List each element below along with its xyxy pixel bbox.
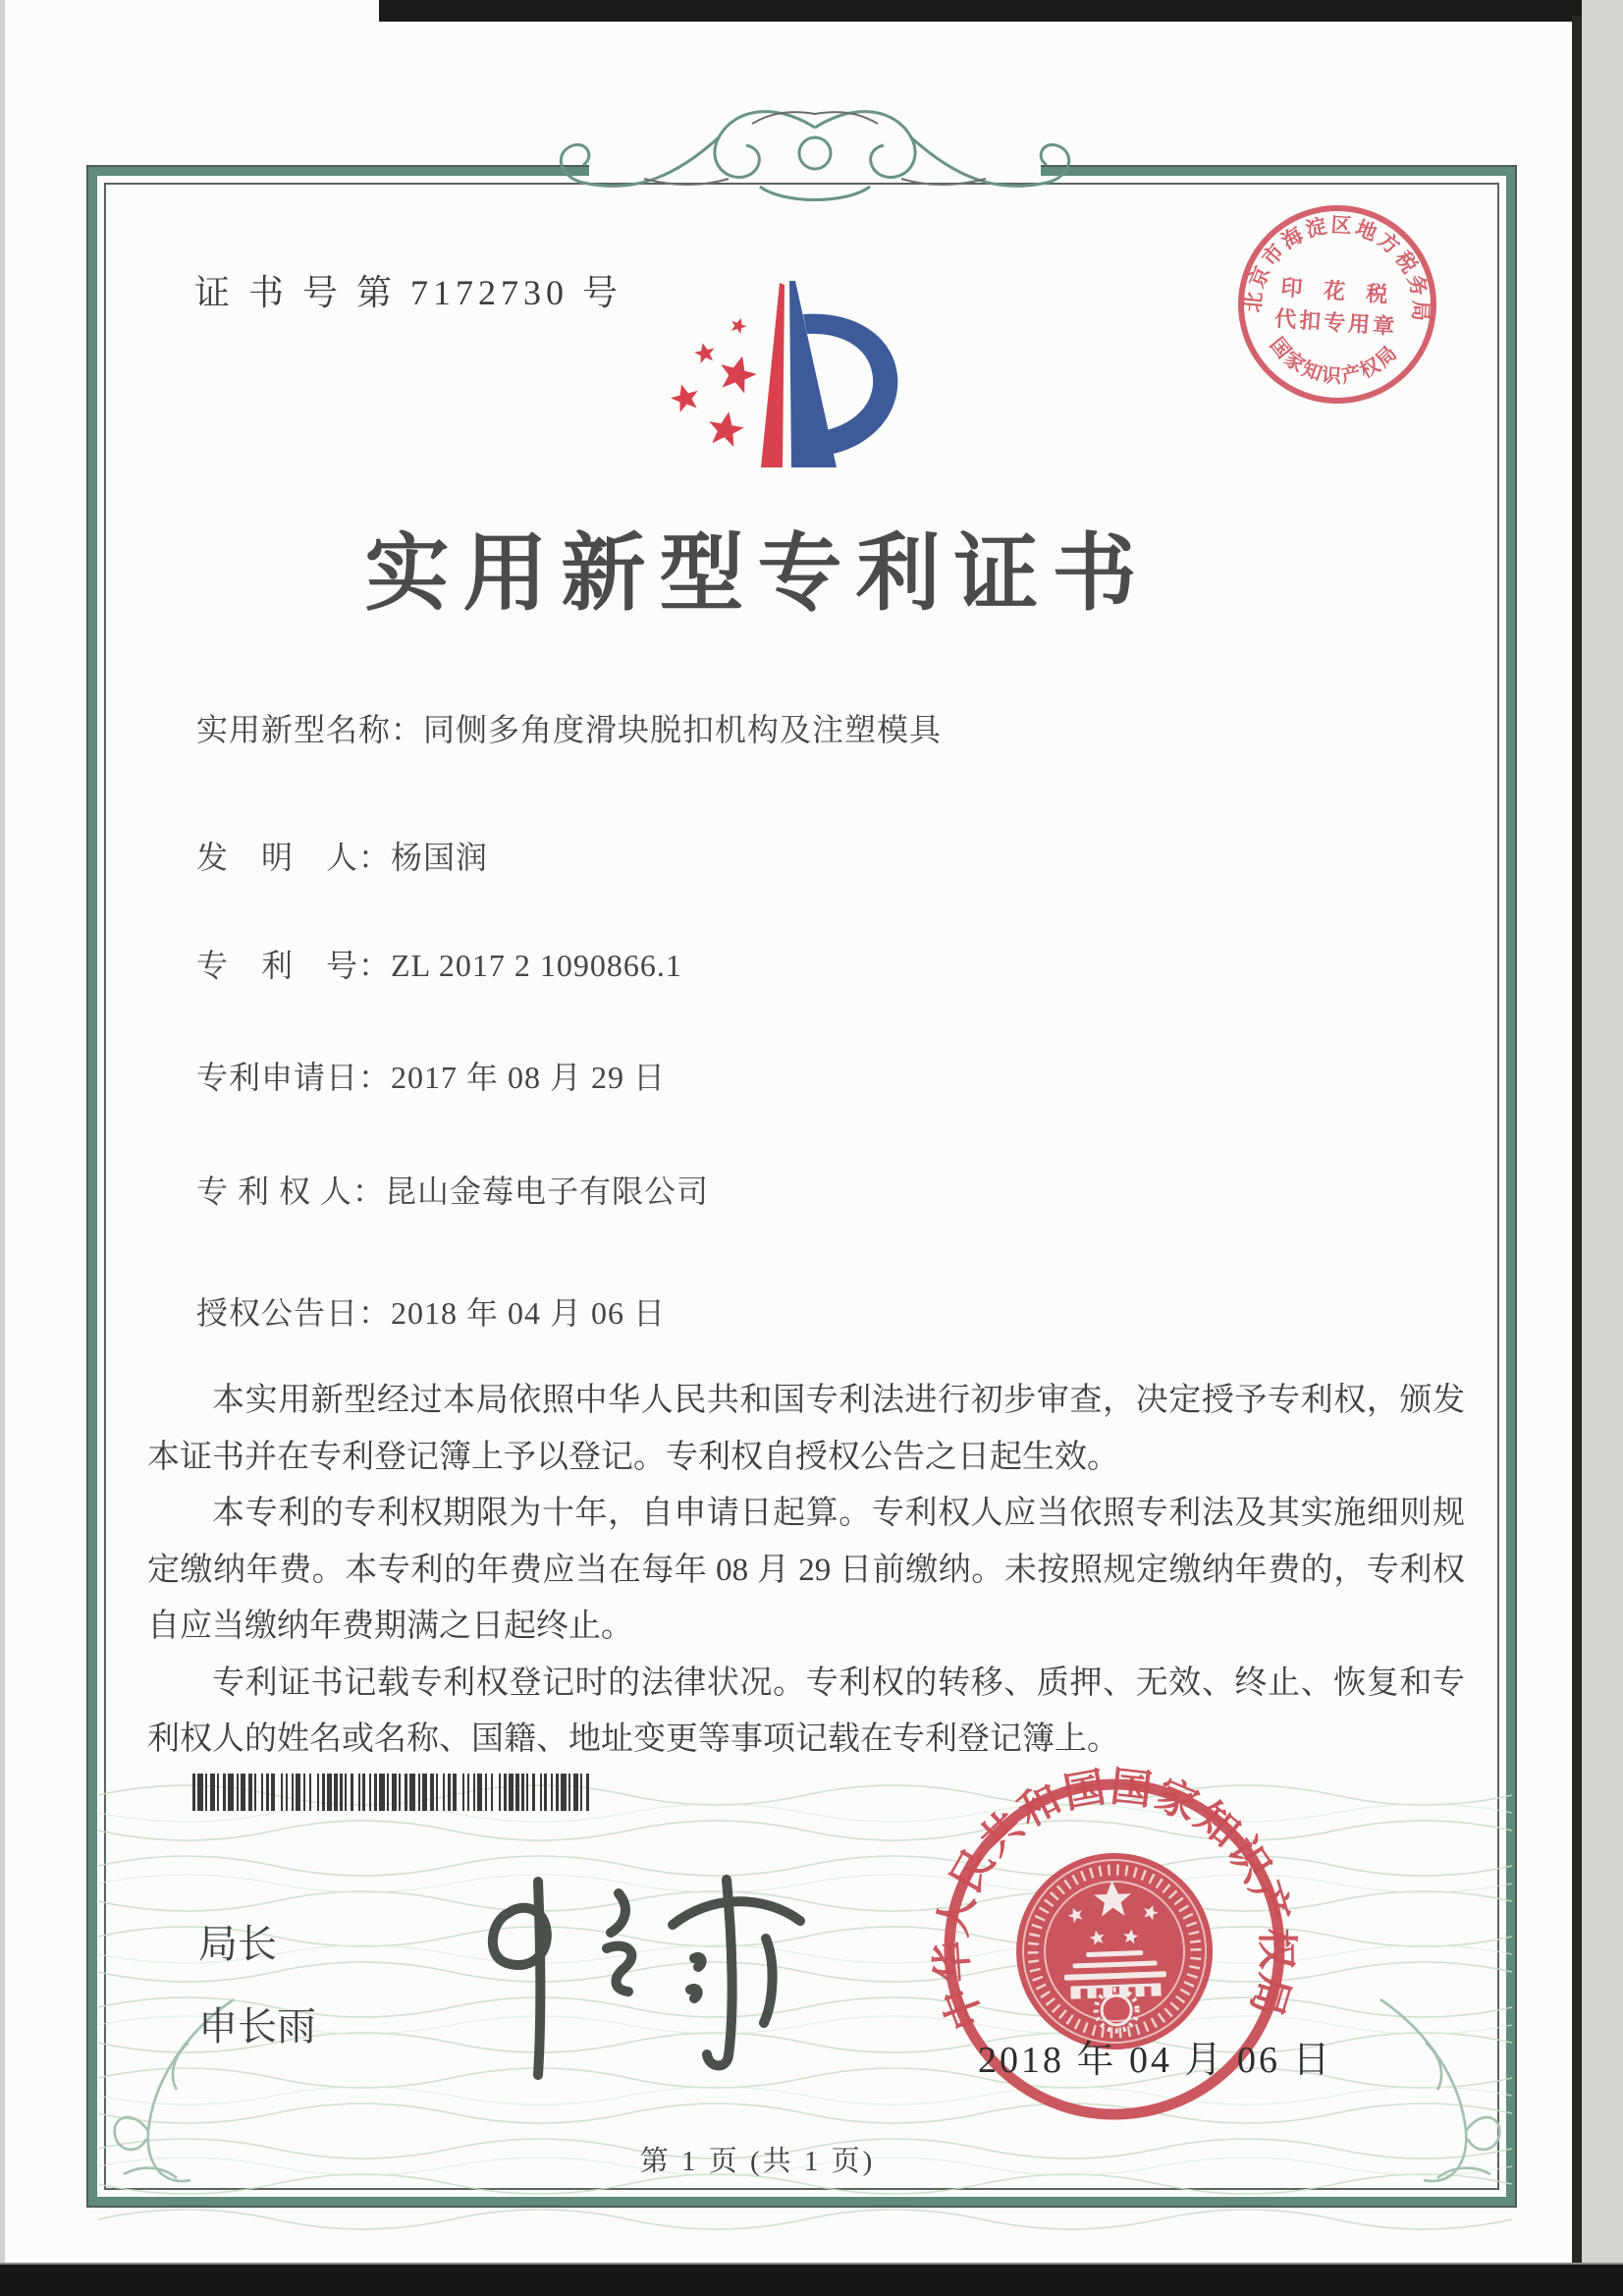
field-value: 昆山金莓电子有限公司	[385, 1174, 710, 1209]
legal-paragraph-2: 本专利的专利权期限为十年，自申请日起算。专利权人应当依照专利法及其实施细则规定缴纳年费。本专利的年费应当在每年 08 月 29 日前缴纳。未按照规定缴纳年费的，专利权自应当缴纳年费期满之日起终止。	[147, 1496, 1465, 1644]
director-name: 申长雨	[198, 2004, 316, 2049]
cnipa-official-seal	[921, 1756, 1307, 2142]
field-value: 2017 年 08 月 29 日	[391, 1060, 667, 1095]
tax-seal-arc-bottom: 国家知识产权局	[1265, 334, 1403, 388]
field-label: 授权公告日：	[196, 1295, 392, 1331]
field-label: 专 利 权 人：	[196, 1174, 386, 1209]
field-inventor	[196, 833, 488, 878]
director-title: 局长	[198, 1922, 277, 1966]
legal-text	[147, 1373, 1465, 1769]
stamp-tax-seal	[1226, 193, 1448, 415]
field-label: 专 利 号：	[196, 948, 392, 983]
scan-edge-bottom	[0, 2263, 1623, 2296]
tax-seal-line2: 代扣专用章	[1273, 305, 1398, 340]
tax-seal-arc-top: 北京市海淀区地方税务局	[1240, 212, 1434, 325]
certificate-number: 证 书 号 第 7172730 号	[194, 273, 623, 312]
legal-paragraph-3: 专利证书记载专利权登记时的法律状况。专利权的转移、质押、无效、终止、恢复和专利权人的姓名或名称、国籍、地址变更等事项记载在专利登记簿上。	[147, 1665, 1465, 1757]
top-ornament	[526, 84, 1104, 234]
handwritten-signature	[461, 1864, 815, 2090]
field-utility-model-name	[196, 705, 942, 750]
seal-date: 2018 年 04 月 06 日	[978, 2040, 1333, 2081]
field-patentee	[196, 1167, 709, 1212]
svg-text:北京市海淀区地方税务局	[1241, 207, 1439, 325]
field-value: 2018 年 04 月 06 日	[391, 1295, 667, 1331]
barcode	[192, 1774, 591, 1811]
field-value: ZL 2017 2 1090866.1	[391, 948, 682, 983]
page-number: 第 1 页 (共 1 页)	[639, 2146, 876, 2177]
field-grant-date	[196, 1288, 666, 1334]
cnipa-logo-icon	[636, 277, 911, 473]
legal-paragraph-1: 本实用新型经过本局依照中华人民共和国专利法进行初步审查，决定授予专利权，颁发本证书并在专利登记簿上予以登记。专利权自授权公告之日起生效。	[147, 1383, 1465, 1475]
field-filing-date	[196, 1053, 666, 1098]
field-value: 杨国润	[391, 840, 489, 875]
scan-edge-top	[379, 0, 1623, 22]
field-label: 实用新型名称：	[196, 712, 424, 747]
scan-edge-right	[1572, 16, 1582, 2267]
field-label: 专利申请日：	[196, 1060, 392, 1095]
field-value: 同侧多角度滑块脱扣机构及注塑模具	[423, 712, 943, 747]
certificate-title: 实用新型专利证书	[364, 526, 1151, 621]
scan-edge-left	[0, 0, 5, 2296]
tax-seal-line1: 印 花 税	[1279, 274, 1397, 308]
seal-ring-text: 中华人民共和国国家知识产权局	[929, 1765, 1299, 2036]
prc-national-emblem-icon	[1013, 1850, 1217, 2053]
scan-margin-right	[1582, 0, 1623, 2296]
field-patent-number	[196, 941, 682, 986]
field-label: 发 明 人：	[196, 840, 392, 875]
